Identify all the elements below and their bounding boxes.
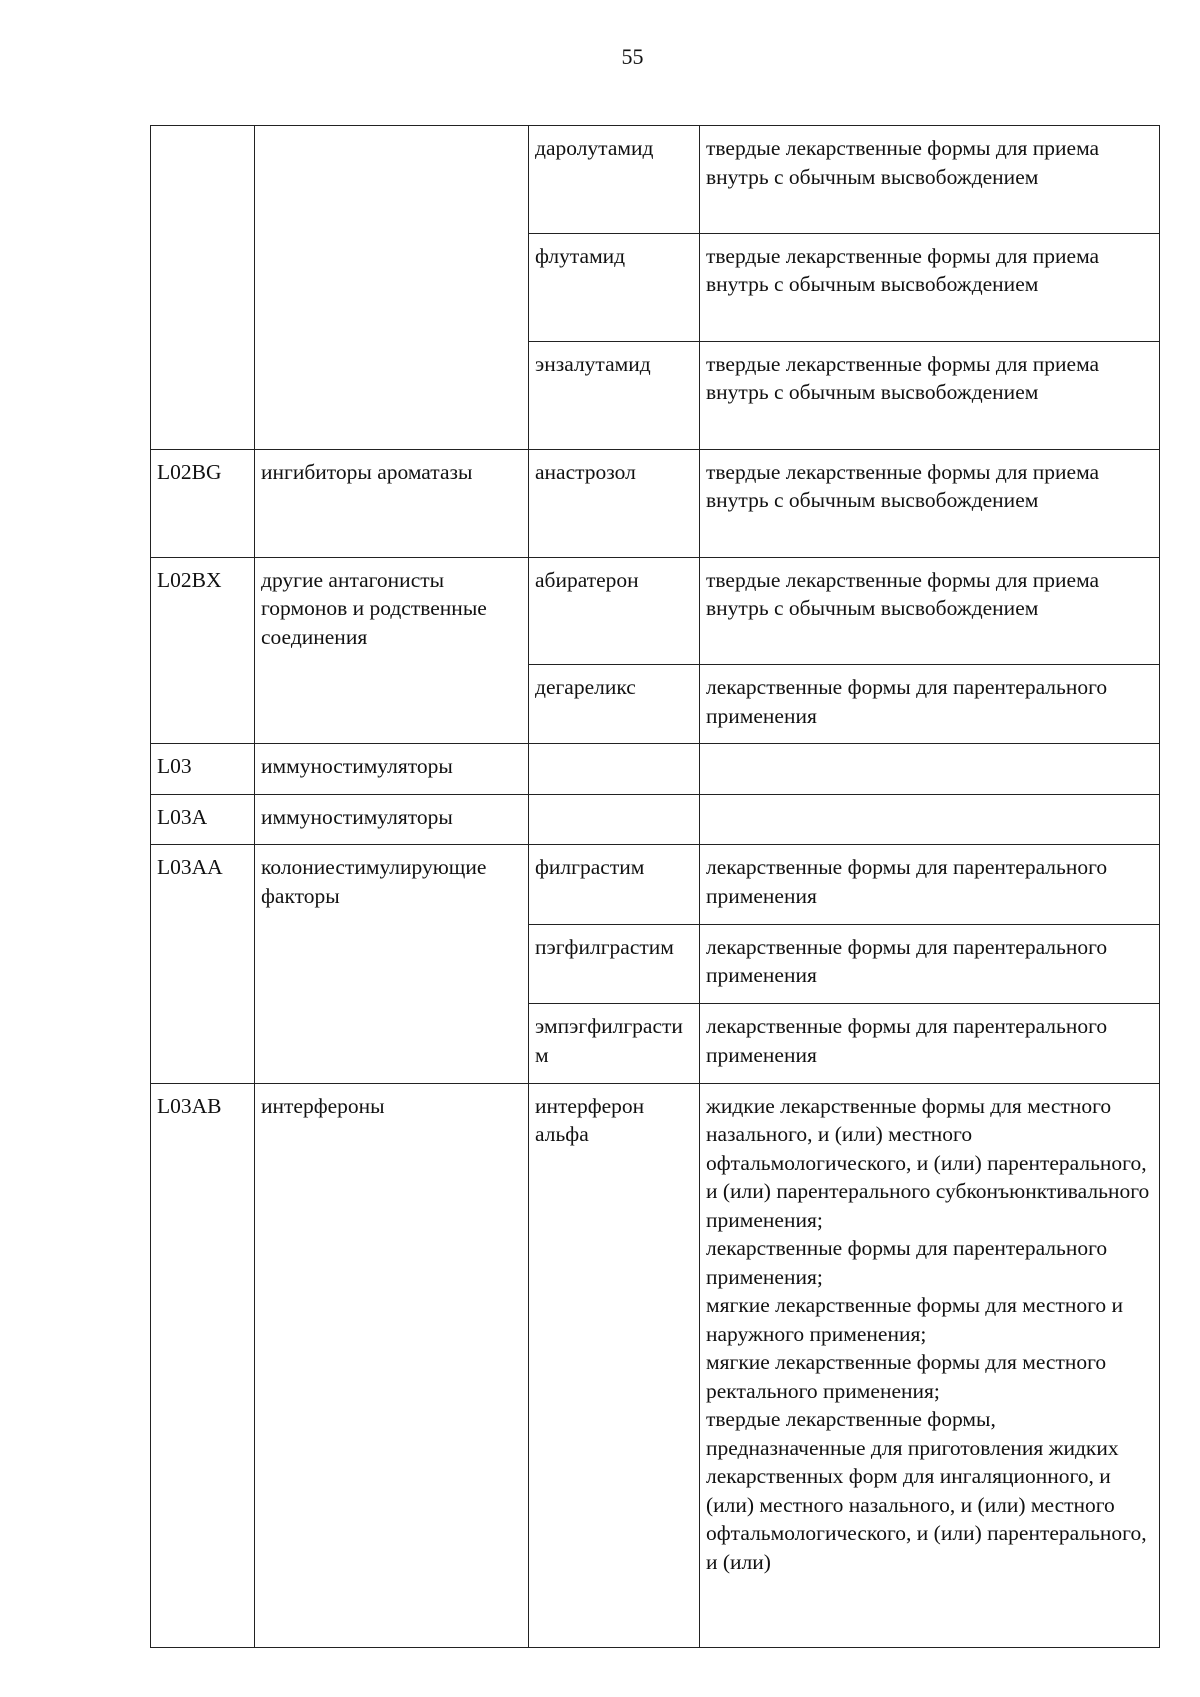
form-text: твердые лекарственные формы для приема внутрь с обычным высвобождением bbox=[706, 243, 1100, 296]
table-row bbox=[151, 557, 1160, 665]
group-cell: другие антагонисты гормонов и родственные соединения bbox=[255, 557, 529, 744]
drug-cell bbox=[529, 744, 700, 795]
form-cell bbox=[700, 744, 1160, 795]
drug-cell bbox=[529, 794, 700, 845]
form-text: лекарственные формы для парентерального применения bbox=[706, 1014, 1108, 1067]
group-cell: иммуностимуляторы bbox=[255, 744, 529, 795]
form-cell bbox=[700, 1004, 1160, 1084]
table-row bbox=[151, 126, 1160, 234]
drug-table bbox=[150, 125, 1160, 1648]
code-cell bbox=[151, 126, 255, 450]
form-text: твердые лекарственные формы для приема внутрь с обычным высвобождением bbox=[706, 459, 1100, 512]
table-row bbox=[151, 449, 1160, 557]
drug-cell: филграстим bbox=[529, 845, 700, 925]
form-cell bbox=[700, 794, 1160, 845]
form-text: лекарственные формы для парентерального применения; bbox=[706, 1236, 1108, 1289]
form-text: твердые лекарственные формы для приема внутрь с обычным высвобождением bbox=[706, 567, 1100, 620]
table-row bbox=[151, 845, 1160, 925]
table-row bbox=[151, 744, 1160, 795]
form-text: твердые лекарственные формы для приема внутрь с обычным высвобождением bbox=[706, 136, 1100, 189]
form-cell bbox=[700, 449, 1160, 557]
form-text: лекарственные формы для парентерального применения bbox=[706, 855, 1108, 908]
group-cell: иммуностимуляторы bbox=[255, 794, 529, 845]
form-cell bbox=[700, 233, 1160, 341]
table-row bbox=[151, 1083, 1160, 1647]
drug-cell: эмпэгфилграстим bbox=[529, 1004, 700, 1084]
form-cell bbox=[700, 1083, 1160, 1647]
drug-cell: интерферон альфа bbox=[529, 1083, 700, 1647]
form-cell bbox=[700, 845, 1160, 925]
form-cell bbox=[700, 341, 1160, 449]
code-cell: L02BX bbox=[151, 557, 255, 744]
page-number: 55 bbox=[621, 44, 644, 69]
drug-cell: анастрозол bbox=[529, 449, 700, 557]
drug-cell: флутамид bbox=[529, 233, 700, 341]
group-cell: колониестимулирующие факторы bbox=[255, 845, 529, 1084]
form-text: мягкие лекарственные формы для местного ректального применения; bbox=[706, 1350, 1107, 1403]
code-cell: L02BG bbox=[151, 449, 255, 557]
drug-cell: энзалутамид bbox=[529, 341, 700, 449]
form-text: твердые лекарственные формы, предназначенные для приготовления жидких лекарственных форм для ингаляционного, и (или) местного назального, и (или) местного офтальмологического, и (или) парентерального, и (или) bbox=[706, 1407, 1147, 1574]
code-cell: L03A bbox=[151, 794, 255, 845]
form-cell bbox=[700, 126, 1160, 234]
drug-cell: абиратерон bbox=[529, 557, 700, 665]
form-text: лекарственные формы для парентерального применения bbox=[706, 934, 1108, 987]
form-cell bbox=[700, 924, 1160, 1004]
group-cell: ингибиторы ароматазы bbox=[255, 449, 529, 557]
code-cell: L03AB bbox=[151, 1083, 255, 1647]
code-cell: L03AA bbox=[151, 845, 255, 1084]
form-text: мягкие лекарственные формы для местного и наружного применения; bbox=[706, 1293, 1124, 1346]
form-text: лекарственные формы для парентерального применения bbox=[706, 675, 1108, 728]
form-cell bbox=[700, 665, 1160, 744]
table-row bbox=[151, 794, 1160, 845]
code-cell: L03 bbox=[151, 744, 255, 795]
drug-cell: даролутамид bbox=[529, 126, 700, 234]
group-cell bbox=[255, 126, 529, 450]
drug-cell: дегареликс bbox=[529, 665, 700, 744]
drug-cell: пэгфилграстим bbox=[529, 924, 700, 1004]
group-cell: интерфероны bbox=[255, 1083, 529, 1647]
form-text: твердые лекарственные формы для приема внутрь с обычным высвобождением bbox=[706, 351, 1100, 404]
form-text: жидкие лекарственные формы для местного назального, и (или) местного офтальмологического, и (или) парентерального, и (или) парентерального субконъюнктивального применения; bbox=[706, 1093, 1150, 1232]
form-cell bbox=[700, 557, 1160, 665]
